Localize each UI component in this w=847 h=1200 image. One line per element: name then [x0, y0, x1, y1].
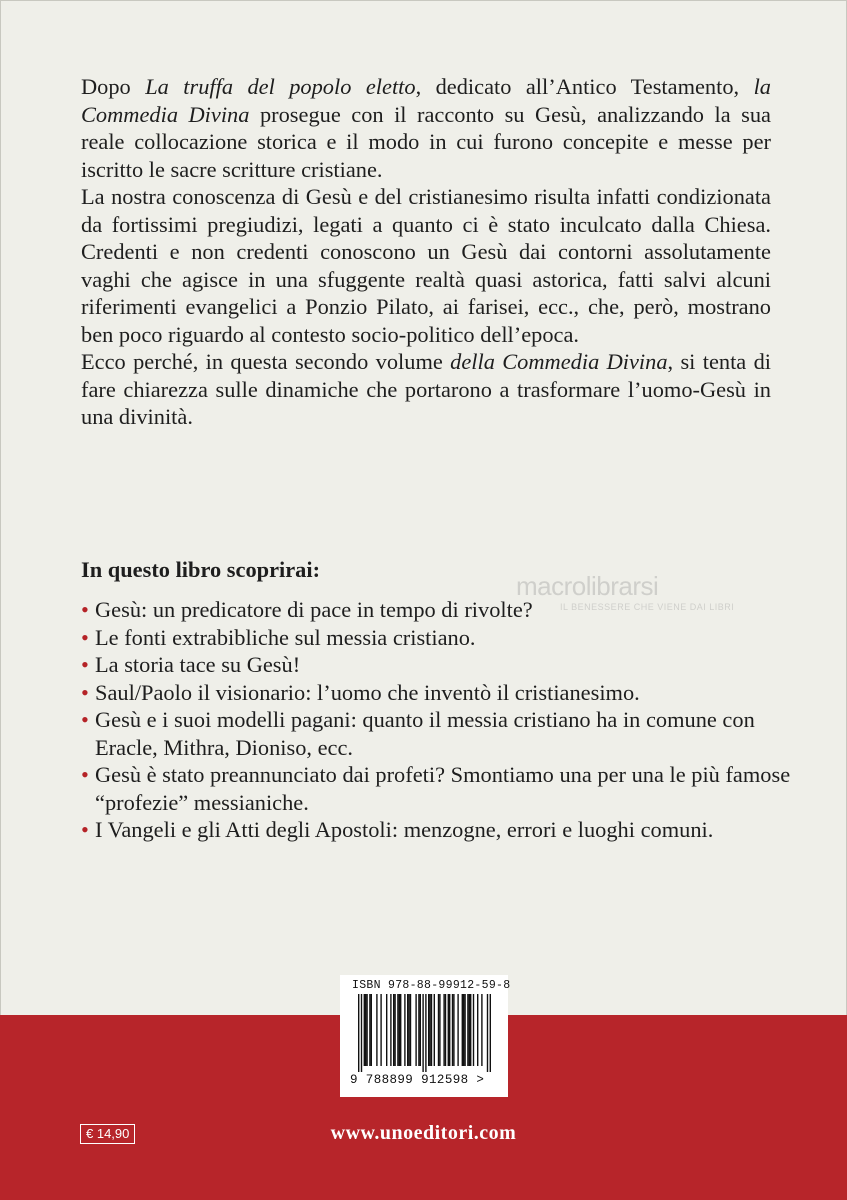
barcode-bar	[438, 994, 439, 1066]
barcode-bar	[364, 994, 365, 1066]
barcode-bar	[361, 994, 362, 1072]
text: , dedicato all’Antico Testamento,	[415, 74, 754, 99]
barcode-bar	[457, 994, 458, 1066]
barcode-bar	[429, 994, 430, 1066]
bullet-icon: •	[81, 707, 89, 732]
barcode-bar	[371, 994, 372, 1066]
section-title: In questo libro scoprirai:	[81, 557, 321, 582]
text: , si tenta di fare chiarezza sulle dinamiche che portarono a trasformare l’uomo-Gesù in una divinità.	[81, 349, 771, 429]
text: Ecco perché, in questa secondo volume	[81, 349, 451, 374]
barcode-bar	[418, 994, 419, 1066]
list-item-text: I Vangeli e gli Atti degli Apostoli: menzogne, errori e luoghi comuni.	[95, 817, 714, 842]
barcode-bar	[445, 994, 446, 1066]
barcode-bar	[415, 994, 416, 1066]
barcode-bar	[422, 994, 423, 1072]
barcode-bar	[469, 994, 470, 1066]
barcode-bar	[467, 994, 468, 1066]
intro-paragraph-2: La nostra conoscenza di Gesù e del cristianesimo risulta infatti condizionata da fortissimi pregiudizi, legati a quanto ci è stato inculcato dalla Chiesa. Credenti e non credenti conoscono un Gesù dai contorni assolutamente vaghi che agisce in una sfuggente realtà quasi astorica, fatti salvi alcuni riferimenti evangelici a Ponzio Pilato, ai farisei, ecc., che, però, mostrano ben poco riguardo al contesto socio-politico dell’epoca.	[81, 184, 771, 347]
barcode-bar	[487, 994, 488, 1072]
barcode-bar	[394, 994, 395, 1066]
barcode-bar	[366, 994, 367, 1066]
barcode-bar	[420, 994, 421, 1066]
barcode-bar	[393, 994, 394, 1066]
price-tag: € 14,90	[80, 1124, 135, 1144]
barcode-bar	[410, 994, 411, 1066]
barcode-bar	[439, 994, 440, 1066]
barcode-bar	[365, 994, 366, 1066]
bullet-icon: •	[81, 762, 89, 787]
publisher-website: www.unoeditori.com	[330, 1122, 517, 1144]
bullet-icon: •	[81, 597, 89, 622]
list-item	[81, 624, 801, 652]
barcode-bar	[448, 994, 449, 1066]
barcode-bar	[408, 994, 409, 1066]
barcode-bar	[449, 994, 450, 1066]
barcode-bar	[453, 994, 454, 1066]
barcode-bar	[490, 994, 491, 1072]
book-title-commedia: la Commedia Divina	[81, 74, 771, 127]
barcode-bar	[443, 994, 444, 1066]
watermark-tagline: IL BENESSERE CHE VIENE DAI LIBRI	[560, 602, 735, 612]
barcode-bar	[452, 994, 453, 1066]
barcode-bar	[380, 994, 381, 1066]
barcode-bar	[376, 994, 377, 1066]
barcode-bar	[477, 994, 478, 1066]
back-cover-blurb	[81, 73, 771, 431]
intro-paragraph-3	[81, 348, 771, 431]
bullet-icon: •	[81, 624, 89, 650]
text: prosegue con il racconto su Gesù, analizzando la sua reale collocazione storica e il modo in cui furono concepite e messe per iscritto le sacre scritture cristiane.	[81, 101, 771, 182]
barcode-bar	[473, 994, 474, 1066]
barcode-bar	[462, 994, 463, 1066]
list-item-text: Gesù e i suoi modelli pagani: quanto il messia cristiano ha in comune con Eracle, Mithra, Dioniso, ecc.	[95, 707, 755, 760]
list-item-text: Gesù: un predicatore di pace in tempo di rivolte?	[95, 597, 533, 622]
book-title-truffa: La truffa del popolo eletto	[145, 74, 416, 99]
bullet-icon: •	[81, 679, 89, 705]
isbn-label: ISBN 978-88-99912-59-8	[352, 979, 511, 992]
barcode-bar	[464, 994, 465, 1066]
barcode-bar	[407, 994, 408, 1066]
list-item	[81, 816, 801, 844]
book-title-commedia-2: della Commedia Divina	[450, 349, 668, 374]
barcode-number: 9 788899 912598 >	[350, 1073, 485, 1087]
barcode-bar	[428, 994, 429, 1066]
list-item	[81, 651, 801, 679]
barcode-bar	[425, 994, 426, 1072]
list-item	[81, 761, 801, 816]
list-item	[81, 679, 801, 707]
barcode-bar	[390, 994, 391, 1066]
text: Dopo	[81, 74, 146, 99]
barcode-bar	[386, 994, 387, 1066]
bullet-icon: •	[81, 817, 89, 842]
topics-list	[81, 596, 801, 844]
barcode-bar	[400, 994, 401, 1066]
list-item-text: Le fonti extrabibliche sul messia cristiano.	[95, 624, 476, 650]
bullet-icon: •	[81, 652, 89, 677]
list-item	[81, 596, 801, 624]
list-item	[81, 706, 801, 761]
barcode-bar	[358, 994, 359, 1072]
barcode-bar	[481, 994, 482, 1066]
barcode-bar	[463, 994, 464, 1066]
list-item-text: Saul/Paolo il visionario: l’uomo che inventò il cristianesimo.	[95, 679, 640, 705]
watermark-logo: macrolibrarsi	[516, 571, 659, 601]
intro-paragraph-1	[81, 73, 771, 183]
barcode-bar	[369, 994, 370, 1066]
barcode-bar	[431, 994, 432, 1066]
barcode-bar	[399, 994, 400, 1066]
barcode-bar	[404, 994, 405, 1066]
barcode-bar	[470, 994, 471, 1066]
list-item-text: Gesù è stato preannunciato dai profeti? Smontiamo una per una le più famose “profezie” messianiche.	[95, 762, 791, 815]
list-item-text: La storia tace su Gesù!	[95, 652, 301, 677]
barcode-icon	[350, 994, 500, 1072]
barcode-bar	[397, 994, 398, 1066]
barcode-bar	[434, 994, 435, 1066]
